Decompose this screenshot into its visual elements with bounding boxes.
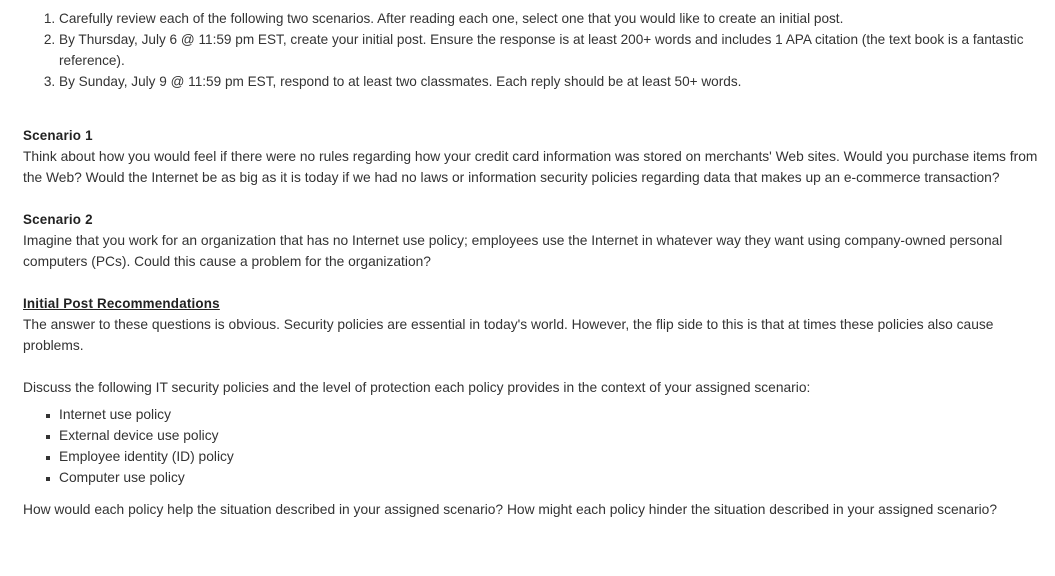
scenario-2-section bbox=[23, 209, 1047, 272]
instruction-item: 3. By Sunday, July 9 @ 11:59 pm EST, respond to at least two classmates. Each reply should be at least 50+ words. bbox=[59, 71, 1047, 92]
instruction-item: 2. By Thursday, July 6 @ 11:59 pm EST, create your initial post. Ensure the response is at least 200+ words and includes 1 APA citation (the text book is a fantastic reference). bbox=[59, 29, 1047, 71]
scenario-2-heading: Scenario 2 bbox=[23, 212, 93, 227]
policy-item: Internet use policy bbox=[59, 404, 1047, 425]
instruction-item: 1. Carefully review each of the following two scenarios. After reading each one, select one that you would like to create an initial post. bbox=[59, 8, 1047, 29]
scenario-1-section bbox=[23, 125, 1047, 188]
spacer bbox=[23, 356, 1047, 377]
scenario-1-heading: Scenario 1 bbox=[23, 128, 93, 143]
policy-question: How would each policy help the situation described in your assigned scenario? How might each policy hinder the situation described in your assigned scenario? bbox=[23, 502, 998, 517]
recommendations-section bbox=[23, 293, 1047, 520]
scenario-1-text: Think about how you would feel if there were no rules regarding how your credit card information was stored on merchants' Web sites. Would you purchase items from the Web? Would the Internet be as big as it is today if we had no laws or information security policies regarding data that makes up an e-commerce transaction? bbox=[23, 149, 1038, 185]
policy-list bbox=[23, 404, 1047, 488]
scenario-2-text: Imagine that you work for an organization that has no Internet use policy; employees use the Internet in whatever way they want using company-owned personal computers (PCs). Could this cause a problem for the organization? bbox=[23, 233, 1003, 269]
spacer bbox=[23, 92, 1047, 125]
discuss-prompt: Discuss the following IT security policies and the level of protection each policy provides in the context of your assigned scenario: bbox=[23, 380, 811, 395]
recommendations-heading: Initial Post Recommendations bbox=[23, 296, 220, 311]
policy-item: External device use policy bbox=[59, 425, 1047, 446]
instructions-list bbox=[23, 8, 1047, 92]
spacer bbox=[23, 272, 1047, 293]
policy-item: Employee identity (ID) policy bbox=[59, 446, 1047, 467]
policy-item: Computer use policy bbox=[59, 467, 1047, 488]
recommendations-text: The answer to these questions is obvious. Security policies are essential in today's world. However, the flip side to this is that at times these policies also cause problems. bbox=[23, 317, 994, 353]
spacer bbox=[23, 188, 1047, 209]
